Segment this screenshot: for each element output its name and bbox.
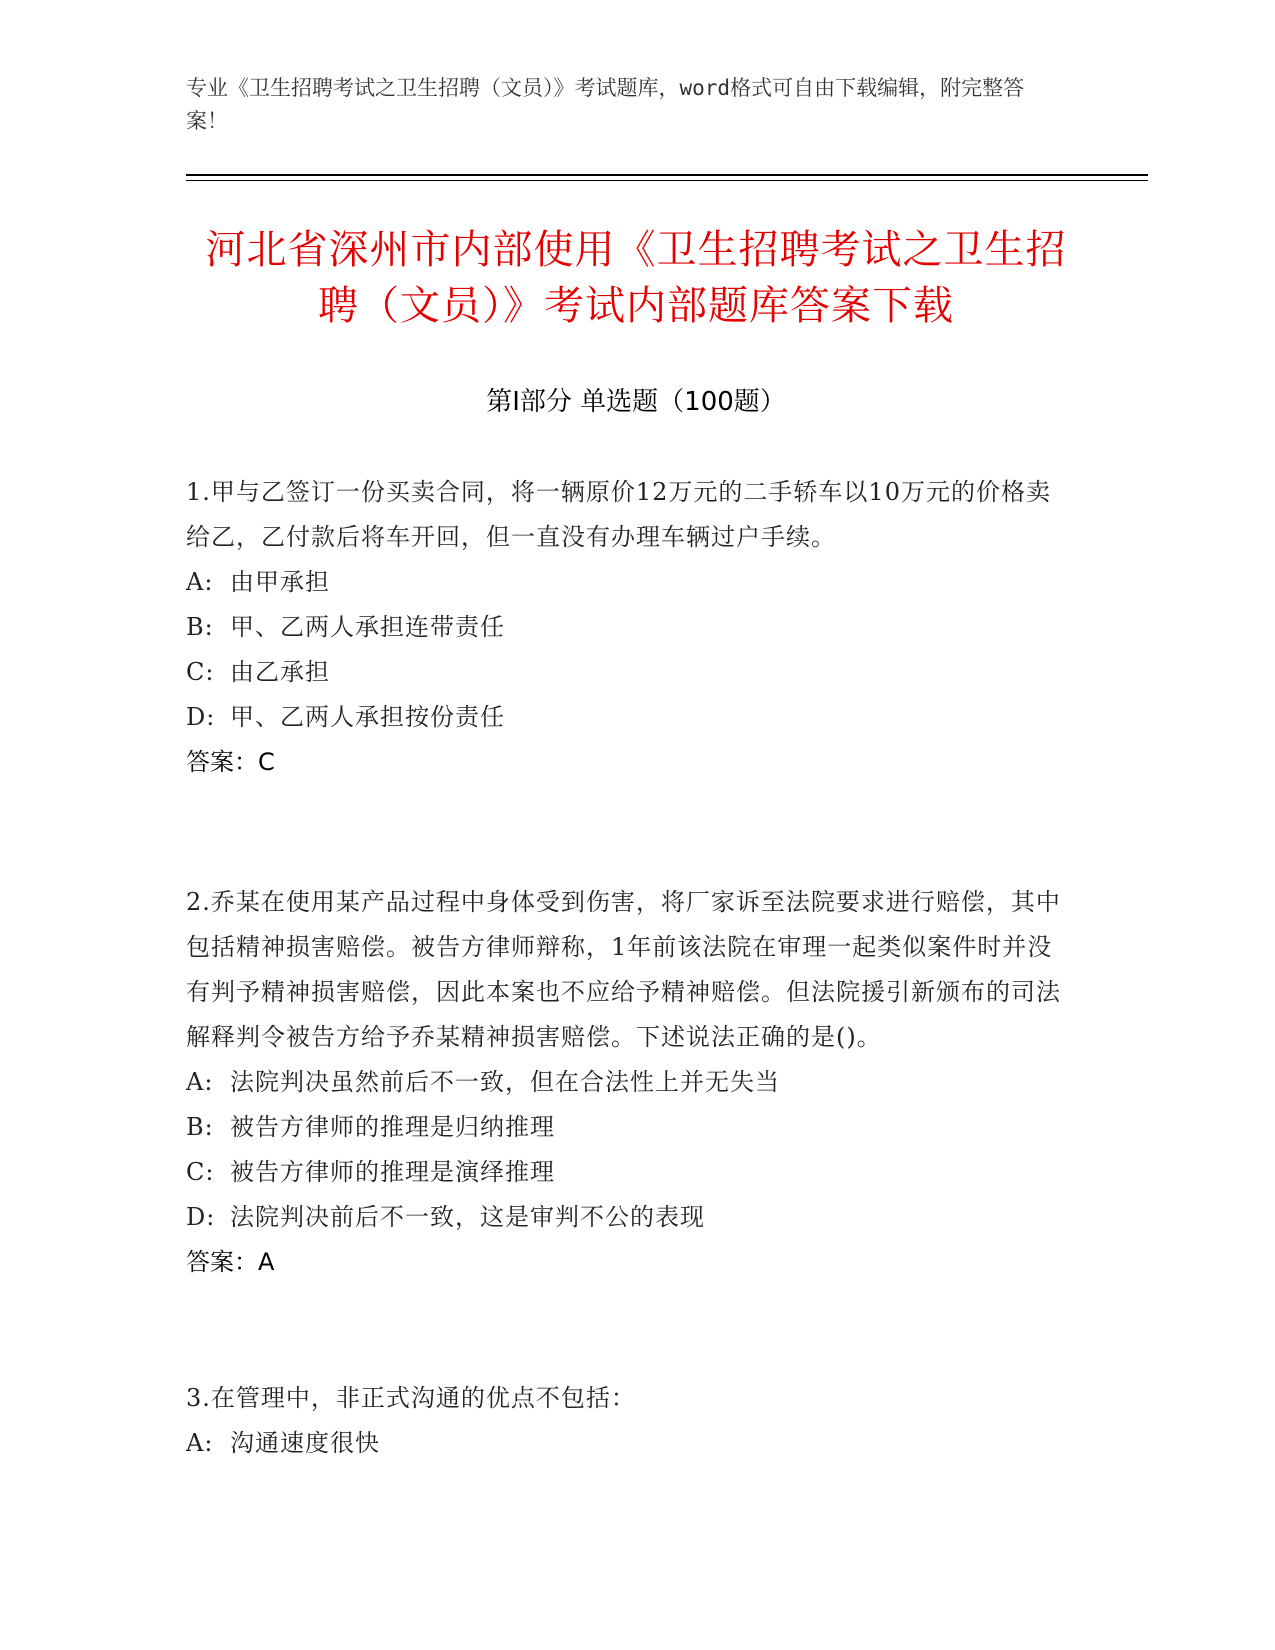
answer-line: 答案：C (186, 748, 275, 776)
option-text: 由乙承担 (230, 658, 330, 686)
option-letter: A: (186, 1068, 214, 1096)
header-divider-thin (186, 180, 1148, 181)
option-letter: C: (186, 1158, 215, 1186)
option-letter: B: (186, 613, 214, 641)
option-letter: B: (186, 1113, 214, 1141)
option-c (186, 1150, 1066, 1195)
option-d (186, 1195, 1066, 1240)
option-letter: C: (186, 658, 215, 686)
question-1 (186, 470, 1066, 785)
option-a (186, 1060, 1066, 1105)
option-text: 沟通速度很快 (230, 1429, 380, 1457)
option-text: 被告方律师的推理是演绎推理 (230, 1158, 555, 1186)
option-c (186, 650, 1066, 695)
option-a (186, 1421, 1066, 1466)
option-text: 法院判决虽然前后不一致，但在合法性上并无失当 (230, 1068, 780, 1096)
header-divider-thick (186, 174, 1148, 176)
option-letter: A: (186, 568, 214, 596)
question-stem: 3.在管理中，非正式沟通的优点不包括： (186, 1384, 636, 1412)
document-title: 河北省深州市内部使用《卫生招聘考试之卫生招聘（文员）》考试内部题库答案下载 (205, 227, 1067, 329)
header-note: 专业《卫生招聘考试之卫生招聘（文员）》考试题库，word格式可自由下载编辑，附完整答案！ (186, 76, 1025, 133)
option-letter: D: (186, 703, 216, 731)
option-text: 由甲承担 (230, 568, 330, 596)
option-text: 甲、乙两人承担按份责任 (230, 703, 505, 731)
option-letter: A: (186, 1429, 214, 1457)
option-text: 甲、乙两人承担连带责任 (230, 613, 505, 641)
option-b (186, 605, 1066, 650)
option-b (186, 1105, 1066, 1150)
option-letter: D: (186, 1203, 216, 1231)
answer-line: 答案：A (186, 1248, 275, 1276)
section-heading: 第Ⅰ部分 单选题（100题） (486, 387, 786, 417)
question-stem: 2.乔某在使用某产品过程中身体受到伤害，将厂家诉至法院要求进行赔偿，其中包括精神损害赔偿。被告方律师辩称，1年前该法院在审理一起类似案件时并没有判予精神损害赔偿，因此本案也不应给予精神赔偿。但法院援引新颁布的司法解释判令被告方给予乔某精神损害赔偿。下述说法正确的是()。 (186, 888, 1061, 1051)
question-2 (186, 880, 1066, 1285)
question-stem: 1.甲与乙签订一份买卖合同，将一辆原价12万元的二手轿车以10万元的价格卖给乙，乙付款后将车开回，但一直没有办理车辆过户手续。 (186, 478, 1051, 551)
option-d (186, 695, 1066, 740)
option-text: 法院判决前后不一致，这是审判不公的表现 (230, 1203, 705, 1231)
question-3 (186, 1376, 1066, 1466)
option-text: 被告方律师的推理是归纳推理 (230, 1113, 555, 1141)
option-a (186, 560, 1066, 605)
